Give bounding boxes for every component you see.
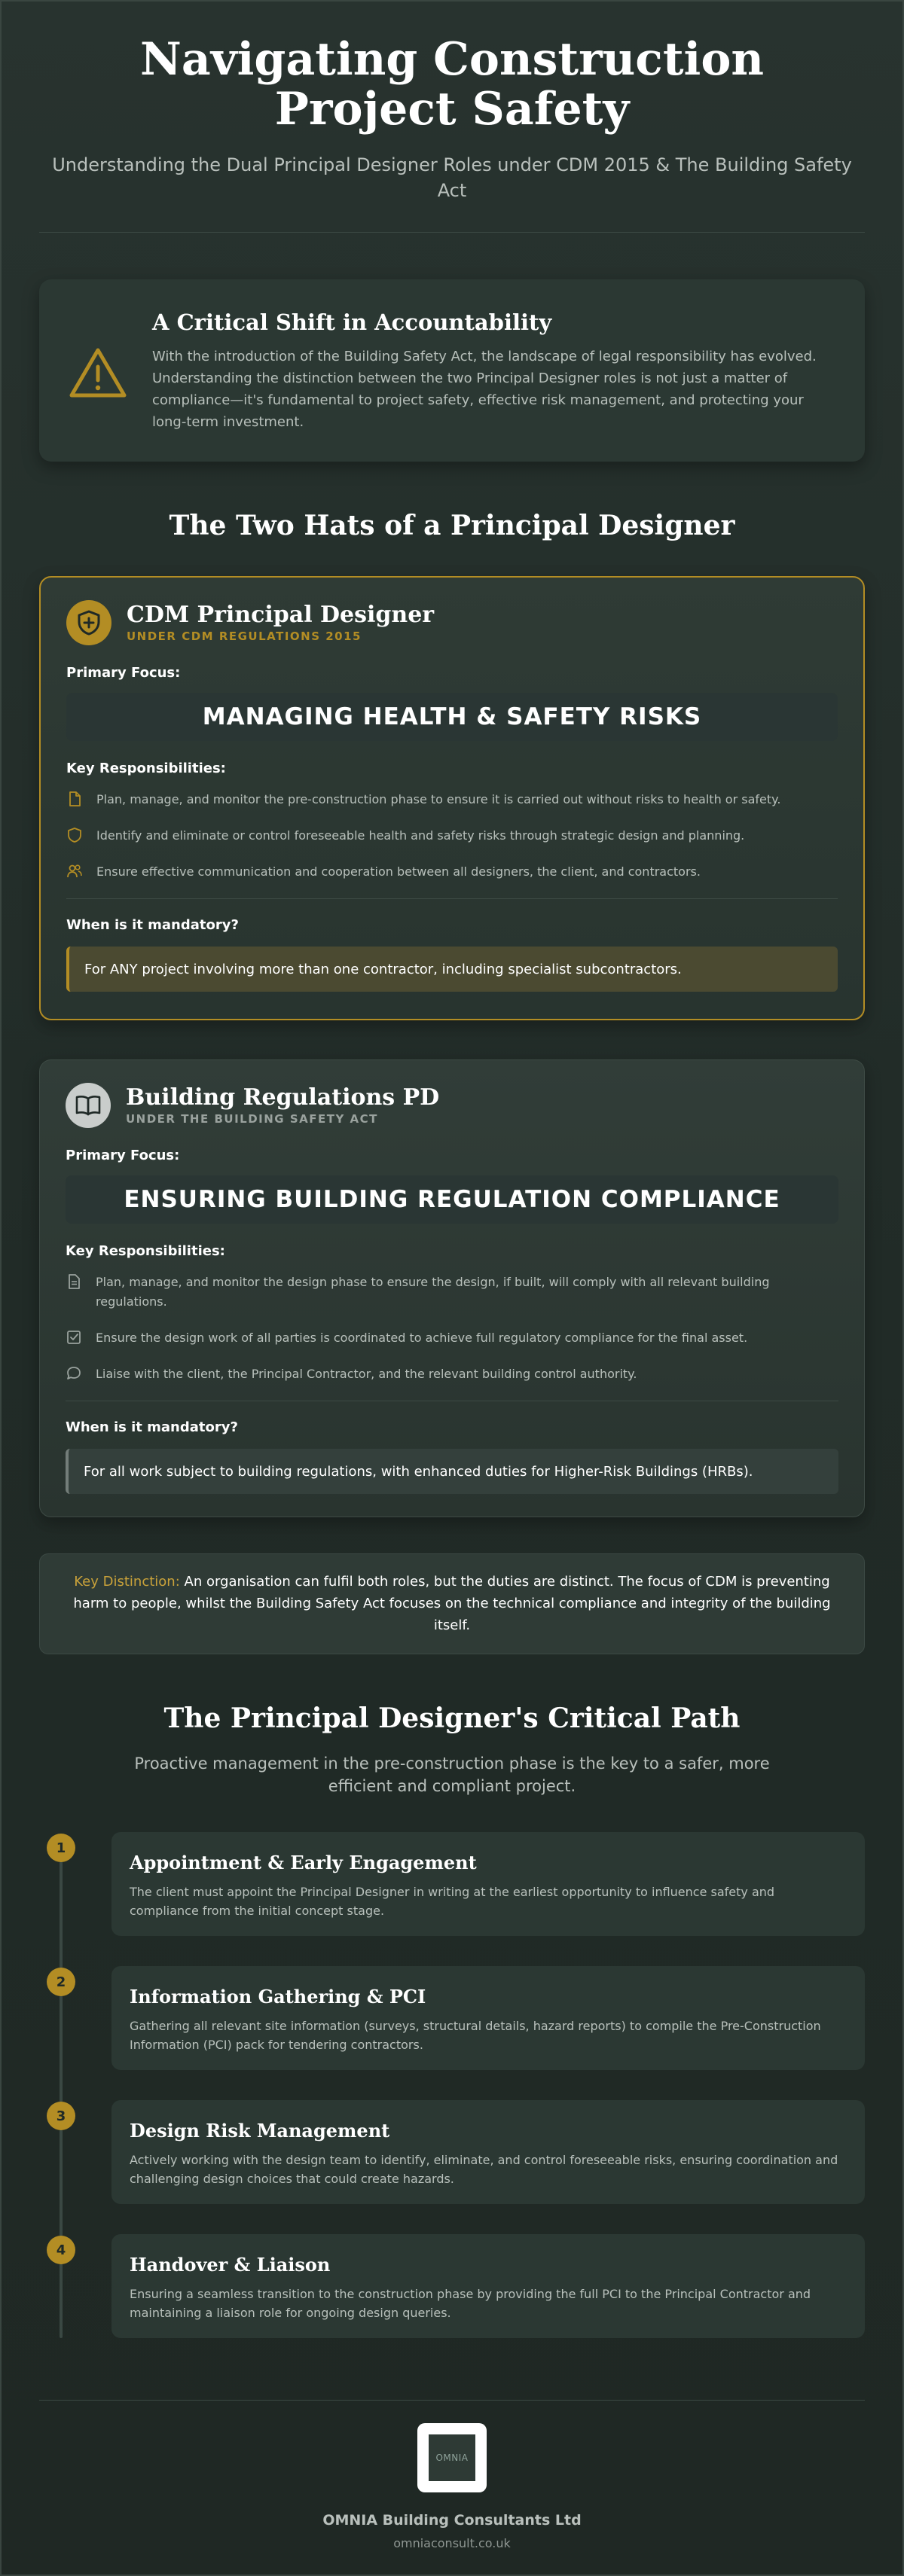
company-website-link[interactable]: omniaconsult.co.uk bbox=[393, 2536, 511, 2550]
bsa-mandatory-callout: For all work subject to building regulations, with enhanced duties for Higher-Risk Buildings (HRBs). bbox=[66, 1449, 838, 1494]
key-distinction-text: An organisation can fulfil both roles, but the duties are distinct. The focus of CDM is preventing harm to people, whilst the Building Safety Act focuses on the technical compliance and integrity of the building itself. bbox=[73, 1574, 831, 1633]
document-icon bbox=[66, 791, 83, 807]
bsa-focus-label: Primary Focus: bbox=[66, 1148, 180, 1163]
logo-mark: OMNIA bbox=[429, 2434, 475, 2481]
cdm-card-subtitle: UNDER CDM REGULATIONS 2015 bbox=[127, 630, 362, 643]
chat-bubble-icon bbox=[66, 1365, 82, 1382]
critical-shift-card bbox=[39, 279, 865, 462]
page-title: Navigating Construction Project Safety bbox=[140, 33, 764, 136]
book-open-icon bbox=[66, 1083, 111, 1128]
key-distinction-label: Key Distinction: bbox=[74, 1574, 180, 1590]
step-text: Gathering all relevant site information (surveys, structural details, hazard reports) to compile the Pre-Construction Information (PCI) pack for tendering contractors. bbox=[130, 2019, 821, 2052]
cdm-mandatory-callout: For ANY project involving more than one contractor, including specialist subcontractors. bbox=[66, 947, 838, 992]
users-icon bbox=[66, 863, 83, 879]
timeline-step bbox=[39, 2234, 865, 2338]
key-distinction-callout bbox=[39, 1553, 865, 1654]
cdm-principal-designer-card bbox=[39, 576, 865, 1020]
bsa-card-header bbox=[66, 1083, 838, 1128]
step-text: Actively working with the design team to identify, eliminate, and control foreseeable risks, ensuring coordination and challenging design choices that could create hazards. bbox=[130, 2153, 838, 2186]
critical-path-timeline bbox=[39, 1832, 865, 2341]
company-name: OMNIA Building Consultants Ltd bbox=[322, 2512, 582, 2529]
step-text: The client must appoint the Principal Designer in writing at the earliest opportunity to influence safety and compliance from the initial concept stage. bbox=[130, 1885, 775, 1918]
responsibility-text: Identify and eliminate or control foreseeable health and safety risks through strategic design and planning. bbox=[96, 828, 745, 843]
header-divider bbox=[39, 232, 865, 233]
list-item bbox=[66, 1273, 838, 1312]
responsibility-text: Liaise with the client, the Principal Contractor, and the relevant building control authority. bbox=[96, 1367, 637, 1381]
cdm-card-title: CDM Principal Designer bbox=[127, 602, 435, 628]
shift-title: A Critical Shift in Accountability bbox=[152, 309, 552, 335]
timeline-step bbox=[39, 2100, 865, 2204]
two-hats-title: The Two Hats of a Principal Designer bbox=[169, 510, 735, 541]
shift-body: With the introduction of the Building Safety Act, the landscape of legal responsibility has evolved. Understanding the distinction between the two Principal Designer roles is not just a matter of compliance—it's fundamental to project safety, effective risk management, and protecting your long-term investment. bbox=[152, 349, 817, 430]
step-number-badge: 1 bbox=[47, 1834, 75, 1862]
cdm-mandatory-label: When is it mandatory? bbox=[66, 917, 239, 933]
step-card bbox=[111, 1832, 865, 1936]
step-card bbox=[111, 2100, 865, 2204]
step-card bbox=[111, 2234, 865, 2338]
step-text: Ensuring a seamless transition to the construction phase by providing the full PCI to the Principal Contractor and maintaining a liaison role for ongoing design queries. bbox=[130, 2287, 811, 2320]
step-number-badge: 4 bbox=[47, 2236, 75, 2264]
cdm-responsibilities-label: Key Responsibilities: bbox=[66, 761, 226, 776]
responsibility-text: Plan, manage, and monitor the design phase to ensure the design, if built, will comply with all relevant building regulations. bbox=[96, 1275, 770, 1309]
bsa-card-title: Building Regulations PD bbox=[126, 1084, 440, 1111]
critical-path-subtitle: Proactive management in the pre-construction phase is the key to a safer, more efficient and compliant project. bbox=[134, 1754, 770, 1795]
document-lines-icon bbox=[66, 1273, 82, 1290]
timeline-step bbox=[39, 1832, 865, 1936]
cdm-focus-label: Primary Focus: bbox=[66, 665, 181, 681]
bsa-mandatory-label: When is it mandatory? bbox=[66, 1419, 238, 1435]
critical-path-title: The Principal Designer's Critical Path bbox=[163, 1703, 741, 1734]
bsa-card-subtitle: UNDER THE BUILDING SAFETY ACT bbox=[126, 1112, 378, 1126]
footer bbox=[39, 2401, 865, 2550]
responsibility-text: Ensure effective communication and cooperation between all designers, the client, and contractors. bbox=[96, 864, 701, 879]
card-divider bbox=[66, 898, 838, 899]
shield-icon bbox=[66, 827, 83, 843]
list-item bbox=[66, 1364, 838, 1384]
hero-header bbox=[39, 2, 865, 233]
step-number-badge: 2 bbox=[47, 1968, 75, 1996]
shield-plus-icon bbox=[66, 600, 111, 645]
step-card bbox=[111, 1966, 865, 2070]
company-logo bbox=[417, 2423, 487, 2492]
step-title: Appointment & Early Engagement bbox=[130, 1852, 477, 1873]
bsa-responsibilities-label: Key Responsibilities: bbox=[66, 1243, 225, 1259]
page-subtitle: Understanding the Dual Principal Designer Roles under CDM 2015 & The Building Safety Act bbox=[52, 154, 852, 201]
checkbox-icon bbox=[66, 1329, 82, 1346]
list-item bbox=[66, 1328, 838, 1348]
step-number-badge: 3 bbox=[47, 2102, 75, 2130]
step-title: Handover & Liaison bbox=[130, 2254, 331, 2276]
cdm-responsibilities-list bbox=[66, 790, 838, 882]
building-regulations-pd-card bbox=[39, 1059, 865, 1517]
list-item bbox=[66, 862, 838, 882]
list-item bbox=[66, 826, 838, 846]
responsibility-text: Plan, manage, and monitor the pre-construction phase to ensure it is carried out without risks to health or safety. bbox=[96, 792, 781, 806]
bsa-responsibilities-list bbox=[66, 1273, 838, 1384]
step-title: Information Gathering & PCI bbox=[130, 1986, 426, 2007]
responsibility-text: Ensure the design work of all parties is coordinated to achieve full regulatory compliance for the final asset. bbox=[96, 1331, 748, 1345]
warning-triangle-icon bbox=[68, 346, 128, 400]
cdm-card-header bbox=[66, 600, 838, 645]
cdm-primary-focus: MANAGING HEALTH & SAFETY RISKS bbox=[66, 693, 838, 741]
timeline-step bbox=[39, 1966, 865, 2070]
list-item bbox=[66, 790, 838, 809]
step-title: Design Risk Management bbox=[130, 2120, 390, 2142]
bsa-primary-focus: ENSURING BUILDING REGULATION COMPLIANCE bbox=[66, 1175, 838, 1224]
